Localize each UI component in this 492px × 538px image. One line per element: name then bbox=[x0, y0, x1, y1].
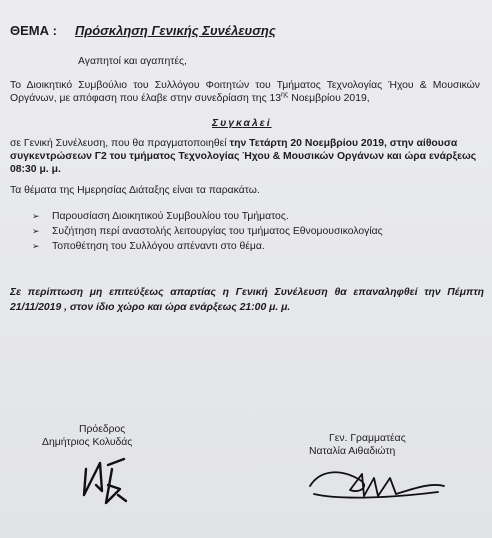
meeting-details bbox=[10, 137, 484, 176]
subject-label: ΘΕΜΑ : bbox=[10, 23, 57, 38]
arrow-bullet-icon: ➢ bbox=[32, 226, 40, 236]
president-name: Δημήτριος Κολυδάς bbox=[42, 437, 133, 448]
president-signature bbox=[78, 455, 138, 507]
intro-paragraph bbox=[10, 79, 480, 105]
agenda-item-text: Τοποθέτηση του Συλλόγου απέναντι στο θέμα. bbox=[52, 241, 265, 252]
intro-text-end: Νοεμβρίου 2019, bbox=[288, 93, 370, 104]
meeting-datetime-location: την Τετάρτη 20 Νοεμβρίου 2019, στην αίθουσα συγκεντρώσεων Γ2 του τμήματος Τεχνολογίας Ήχου & Μουσικών Οργάνων και ώρα ενάρξεως 08:30 μ. μ. bbox=[10, 138, 477, 175]
president-role: Πρόεδρος bbox=[79, 424, 126, 435]
agenda-item bbox=[32, 210, 383, 223]
secretary-role: Γεν. Γραμματέας bbox=[329, 433, 406, 444]
meeting-intro: σε Γενική Συνέλευση, που θα πραγματοποιηθεί bbox=[10, 138, 230, 149]
arrow-bullet-icon: ➢ bbox=[32, 241, 40, 251]
agenda-item bbox=[32, 225, 383, 238]
convenes-heading: Συγκαλεί bbox=[212, 118, 272, 129]
agenda-item-text: Συζήτηση περί αναστολής λειτουργίας του τμήματος Εθνομουσικολογίας bbox=[52, 226, 383, 237]
secretary-signature bbox=[300, 460, 450, 505]
agenda-list bbox=[32, 210, 383, 255]
agenda-item-text: Παρουσίαση Διοικητικού Συμβουλίου του Τμήματος. bbox=[52, 211, 289, 222]
agenda-item bbox=[32, 240, 383, 253]
intro-text: Το Διοικητικό Συμβούλιο του Συλλόγου Φοιτητών του Τμήματος Τεχνολογίας Ήχου & Μουσικών Οργάνων, με απόφαση που έλαβε στην συνεδρίαση της 13 bbox=[10, 80, 480, 104]
agenda-intro: Τα θέματα της Ημερησίας Διάταξης είναι τα παρακάτω. bbox=[10, 185, 260, 196]
greeting: Αγαπητοί και αγαπητές, bbox=[78, 56, 187, 67]
intro-superscript: ης bbox=[281, 91, 289, 99]
secretary-name: Ναταλία Αιθαδιώτη bbox=[309, 446, 396, 457]
repeat-meeting-notice: Σε περίπτωση μη επιτεύξεως απαρτίας η Γενική Συνέλευση θα επαναληφθεί την Πέμπτη 21/11/2019 , στον ίδιο χώρο και ώρα ενάρξεως 21:00 μ. μ. bbox=[10, 287, 484, 313]
arrow-bullet-icon: ➢ bbox=[32, 211, 40, 221]
subject-title: Πρόσκληση Γενικής Συνέλευσης bbox=[75, 23, 276, 38]
